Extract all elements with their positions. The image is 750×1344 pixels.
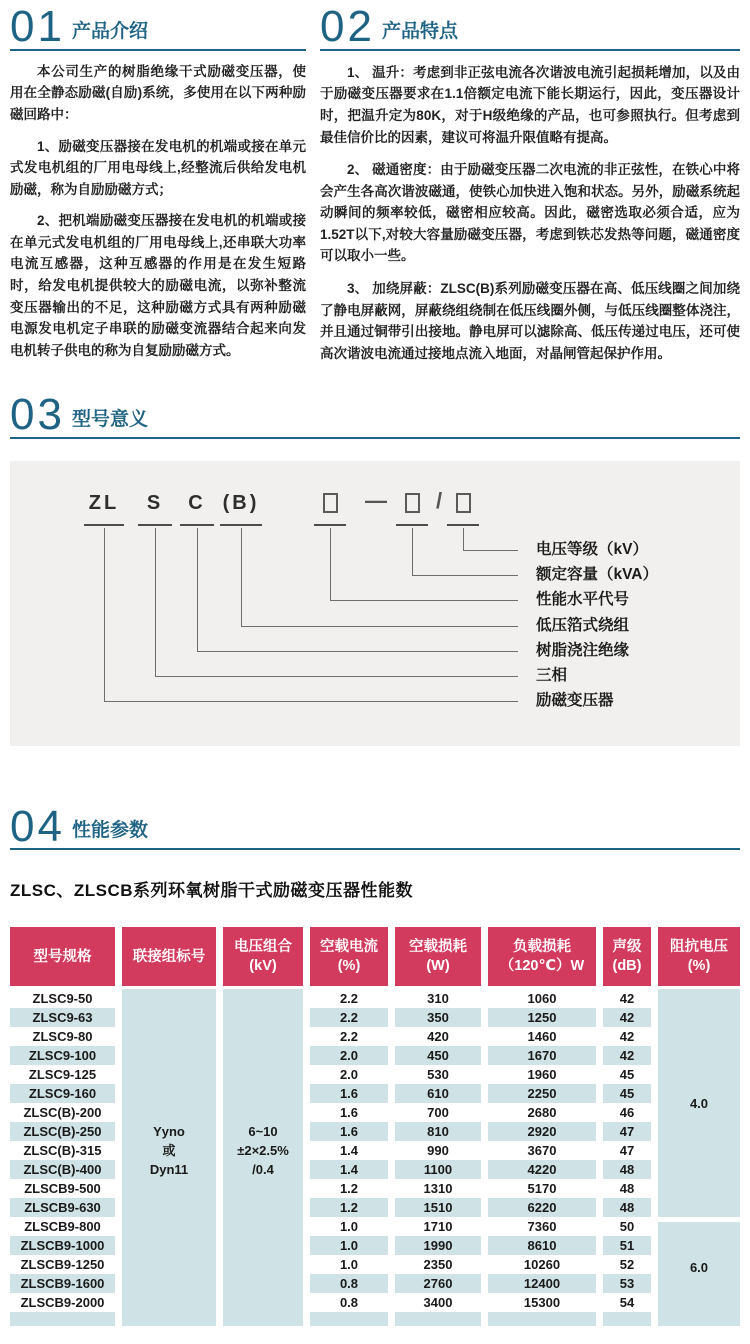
table-row — [10, 1198, 740, 1217]
diagram-label-rated-capacity: 额定容量（kVA） — [536, 565, 659, 583]
partial-row — [10, 1312, 740, 1326]
value-cell: 1.4 — [310, 1160, 388, 1179]
value-cell: 1960 — [527, 1067, 557, 1083]
diagram-label-resin-insulation: 树脂浇注绝缘 — [536, 641, 630, 659]
table-row — [10, 1027, 740, 1046]
model-code-s: S — [138, 491, 172, 526]
value-cell: 1.6 — [339, 1105, 359, 1121]
section-number: 01 — [10, 2, 65, 51]
value-cell: 8610 — [488, 1236, 596, 1255]
value-cell: 1510 — [395, 1198, 481, 1217]
value-cell: 48 — [619, 1181, 635, 1197]
value-cell: 1060 — [527, 991, 557, 1007]
header-cell-connection: 联接组标号 — [122, 927, 216, 989]
diagram-label-performance-code: 性能水平代号 — [536, 590, 630, 608]
value-cell: 450 — [395, 1046, 481, 1065]
value-cell: 610 — [395, 1084, 481, 1103]
connector-line — [104, 701, 518, 702]
model-cell: ZLSCB9-1600 — [10, 1274, 115, 1293]
value-cell: 5170 — [527, 1181, 557, 1197]
value-cell: 1990 — [395, 1236, 481, 1255]
connector-line — [463, 528, 464, 550]
diagram-label-foil-winding: 低压箔式绕组 — [536, 616, 630, 634]
impedance-group-cell: 4.0 — [658, 989, 740, 1217]
value-cell: 2.0 — [339, 1067, 359, 1083]
model-cell: ZLSC(B)-200 — [23, 1105, 102, 1121]
model-cell: ZLSCB9-800 — [24, 1219, 101, 1235]
value-cell: 2920 — [488, 1122, 596, 1141]
value-cell: 47 — [619, 1143, 635, 1159]
header-cell-load-loss: 负载损耗 （120℃）W — [488, 927, 596, 989]
table-row — [10, 1065, 740, 1084]
value-cell: 10260 — [523, 1257, 561, 1273]
model-code-box-3 — [447, 491, 479, 526]
model-cell: ZLSC9-80 — [32, 1029, 93, 1045]
header-cell-sound: 声级 (dB) — [603, 927, 651, 989]
header-cell-impedance: 阻抗电压 (%) — [658, 927, 740, 989]
value-cell: 47 — [603, 1122, 651, 1141]
model-code-box-1 — [314, 491, 346, 526]
value-cell: 1.6 — [310, 1084, 388, 1103]
section-performance-header — [10, 801, 740, 851]
model-cell: ZLSC9-63 — [10, 1008, 115, 1027]
model-cell: ZLSCB9-630 — [10, 1198, 115, 1217]
table-row — [10, 1236, 740, 1255]
model-code-c: C — [180, 491, 214, 526]
connector-line — [155, 528, 156, 676]
value-cell: 0.8 — [339, 1295, 359, 1311]
paragraph: 2、把机端励磁变压器接在发电机的机端或接在单元式发电机组的厂用电母线上,还串联大功率电流互感器，这种互感器的作用是在发生短路时，给发电机提供较大的励磁电流，以弥补整流变压器输出的不足，这种励磁方式具有两种励磁电源发电机定子串联的励磁变流器结合起来向发电机转子供电的称为自复励励磁方式。 — [10, 213, 306, 358]
connector-line — [330, 528, 331, 600]
value-cell: 45 — [603, 1084, 651, 1103]
placeholder-box-icon — [456, 493, 471, 513]
table-row — [10, 1179, 740, 1198]
header-cell-voltage: 电压组合 (kV) — [223, 927, 303, 989]
value-cell: 52 — [619, 1257, 635, 1273]
model-cell: ZLSCB9-2000 — [20, 1295, 105, 1311]
value-cell: 2.0 — [310, 1046, 388, 1065]
table-row — [10, 1141, 740, 1160]
value-cell: 3400 — [423, 1295, 453, 1311]
model-cell: ZLSC(B)-250 — [10, 1122, 115, 1141]
value-cell: 0.8 — [310, 1274, 388, 1293]
paragraph: 2、 磁通密度：由于励磁变压器二次电流的非正弦性，在铁心中将会产生各高次谐波磁通，使铁心加快进入饱和状态。另外，励磁系统起动瞬间的频率较低，磁密相应较高。因此，磁密选取必须合适，应为1.52T以下,对较大容量励磁变压器，考虑到铁芯发热等问题，磁通密度可以取小一些。 — [320, 162, 740, 264]
model-cell: ZLSC9-125 — [28, 1067, 97, 1083]
diagram-label-three-phase: 三相 — [536, 666, 568, 684]
table-row — [10, 1008, 740, 1027]
section-title: 产品介绍 — [71, 20, 148, 42]
value-cell: 2.2 — [339, 1029, 359, 1045]
table-row — [10, 1084, 740, 1103]
model-cell: ZLSCB9-500 — [24, 1181, 101, 1197]
slash-symbol: / — [435, 487, 443, 513]
model-diagram-panel — [10, 461, 740, 746]
paragraph: 1、 温升：考虑到非正弦电流各次谐波电流引起损耗增加，以及由于励磁变压器要求在1.1倍额定电流下能长期运行，因此，变压器设计时，把温升定为80K，对于H级绝缘的产品，也可参照执行。但考虑到最佳信价比的因素，建议可将温升限值略有提高。 — [320, 64, 740, 145]
value-cell: 420 — [427, 1029, 449, 1045]
diagram-label-excitation-transformer: 励磁变压器 — [536, 691, 614, 709]
value-cell: 990 — [427, 1143, 449, 1159]
value-cell: 810 — [395, 1122, 481, 1141]
performance-table — [3, 927, 747, 1326]
connector-line — [241, 528, 242, 626]
value-cell: 12400 — [488, 1274, 596, 1293]
section-intro — [10, 2, 306, 396]
table-row — [10, 1103, 740, 1122]
value-cell: 1310 — [423, 1181, 453, 1197]
connector-line — [412, 528, 413, 575]
value-cell: 2.2 — [310, 1008, 388, 1027]
table-header-row — [10, 927, 740, 989]
connector-line — [155, 676, 518, 677]
model-cell: ZLSC9-50 — [32, 991, 93, 1007]
connector-line — [463, 550, 518, 551]
model-cell: ZLSC(B)-400 — [10, 1160, 115, 1179]
section-features-header — [320, 2, 740, 51]
value-cell: 1.0 — [310, 1236, 388, 1255]
value-cell: 2680 — [527, 1105, 557, 1121]
value-cell: 1.2 — [310, 1198, 388, 1217]
value-cell: 530 — [427, 1067, 449, 1083]
section-model-header — [10, 390, 740, 439]
value-cell: 1670 — [488, 1046, 596, 1065]
section-features — [320, 2, 740, 396]
value-cell: 51 — [603, 1236, 651, 1255]
table-row — [10, 1046, 740, 1065]
performance-table-title: ZLSC、ZLSCB系列环氧树脂干式励磁变压器性能数 — [10, 881, 414, 901]
placeholder-box-icon — [405, 493, 420, 513]
value-cell: 1.0 — [339, 1219, 359, 1235]
paragraph: 1、励磁变压器接在发电机的机端或接在单元式发电机组的厂用电母线上,经整流后供给发电机励磁，称为自励励磁方式； — [10, 138, 306, 197]
value-cell: 310 — [427, 991, 449, 1007]
connector-line — [197, 528, 198, 651]
model-code-b: (B) — [220, 491, 262, 526]
connector-line — [412, 575, 518, 576]
model-cell: ZLSCB9-1000 — [10, 1236, 115, 1255]
connection-group-cell: Yyno 或 Dyn11 — [122, 989, 216, 1312]
value-cell: 1100 — [395, 1160, 481, 1179]
value-cell: 350 — [395, 1008, 481, 1027]
table-row — [10, 989, 740, 1008]
value-cell: 54 — [619, 1295, 635, 1311]
value-cell: 1710 — [423, 1219, 453, 1235]
value-cell: 7360 — [527, 1219, 557, 1235]
table-row — [10, 1274, 740, 1293]
value-cell: 15300 — [523, 1295, 561, 1311]
top-section — [0, 0, 750, 396]
table-row — [10, 1217, 740, 1236]
value-cell: 50 — [619, 1219, 635, 1235]
value-cell: 1.6 — [310, 1122, 388, 1141]
connector-line — [330, 600, 518, 601]
table-row — [10, 1160, 740, 1179]
connector-line — [197, 651, 518, 652]
value-cell: 2.2 — [339, 991, 359, 1007]
model-cell: ZLSCB9-1250 — [20, 1257, 105, 1273]
model-cell: ZLSC9-100 — [10, 1046, 115, 1065]
value-cell: 2350 — [423, 1257, 453, 1273]
value-cell: 42 — [619, 1029, 635, 1045]
header-cell-model: 型号规格 — [10, 927, 115, 989]
value-cell: 700 — [427, 1105, 449, 1121]
model-code-zl: ZL — [84, 491, 124, 526]
section-number: 03 — [10, 390, 65, 439]
section-number: 04 — [10, 801, 65, 851]
value-cell: 42 — [603, 1008, 651, 1027]
value-cell: 3670 — [527, 1143, 557, 1159]
model-cell: ZLSC(B)-315 — [23, 1143, 102, 1159]
section-title: 产品特点 — [381, 20, 458, 42]
value-cell: 48 — [603, 1198, 651, 1217]
section-title: 型号意义 — [71, 408, 148, 430]
section-number: 02 — [320, 2, 375, 51]
diagram-label-voltage-class: 电压等级（kV） — [536, 540, 648, 558]
value-cell: 1.0 — [339, 1257, 359, 1273]
value-cell: 1460 — [527, 1029, 557, 1045]
value-cell: 42 — [603, 1046, 651, 1065]
placeholder-box-icon — [323, 493, 338, 513]
paragraph: 3、 加绕屏蔽：ZLSC(B)系列励磁变压器在高、低压线圈之间加绕了静电屏蔽网，屏蔽绕组绕制在低压线圈外侧，与低压线圈整体浇注，并且通过铜带引出接地。静电屏可以滤除高、低压传递过电压，还可使高次谐波电流通过接地点流入地面，对晶闸管起保护作用。 — [320, 281, 740, 361]
value-cell: 4220 — [488, 1160, 596, 1179]
connector-line — [241, 626, 518, 627]
impedance-group-cell: 6.0 — [658, 1217, 740, 1312]
value-cell: 1.2 — [339, 1181, 359, 1197]
value-cell: 2760 — [395, 1274, 481, 1293]
value-cell: 45 — [619, 1067, 635, 1083]
value-cell: 2250 — [488, 1084, 596, 1103]
model-cell: ZLSC9-160 — [10, 1084, 115, 1103]
connector-line — [104, 528, 105, 701]
value-cell: 42 — [619, 991, 635, 1007]
table-row — [10, 1255, 740, 1274]
value-cell: 46 — [619, 1105, 635, 1121]
value-cell: 6220 — [488, 1198, 596, 1217]
voltage-combination-cell: 6~10 ±2×2.5% /0.4 — [223, 989, 303, 1312]
table-row — [10, 1293, 740, 1312]
value-cell: 1.4 — [339, 1143, 359, 1159]
section-intro-header — [10, 2, 306, 51]
section-title: 性能参数 — [71, 820, 148, 842]
value-cell: 53 — [603, 1274, 651, 1293]
value-cell: 48 — [603, 1160, 651, 1179]
header-cell-no-load-current: 空载电流 (%) — [310, 927, 388, 989]
paragraph: 本公司生产的树脂绝缘干式励磁变压器，使用在全静态励磁(自励)系统，多使用在以下两种励磁回路中： — [10, 63, 306, 122]
dash-symbol: — — [365, 487, 387, 513]
header-cell-no-load-loss: 空载损耗 (W) — [395, 927, 481, 989]
value-cell: 1250 — [488, 1008, 596, 1027]
table-row — [10, 1122, 740, 1141]
